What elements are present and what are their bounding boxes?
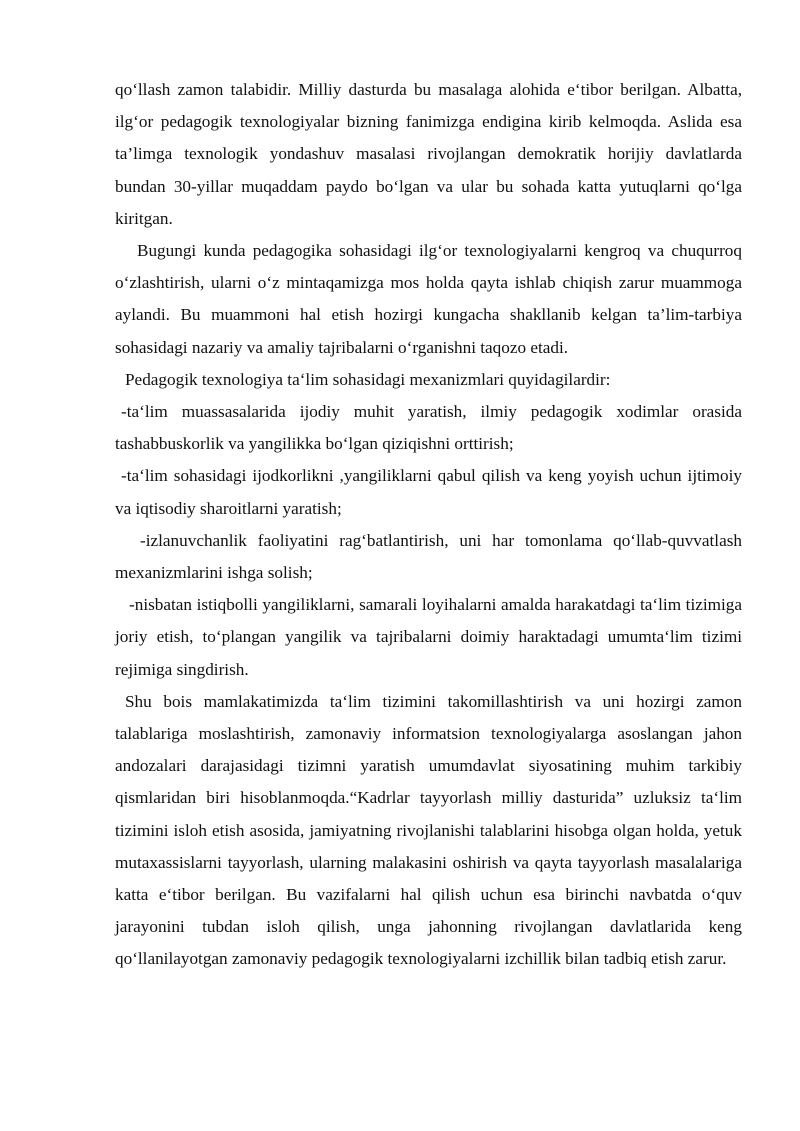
list-item-research-support: -izlanuvchanlik faoliyatini rag‘batlantirish, uni har tomonlama qo‘llab-quvvatlash mexanizmlarini ishga solish;: [115, 530, 742, 583]
paragraph-bugungi-kunda: Bugungi kunda pedagogika sohasidagi ilg‘or texnologiyalarni kengroq va chuqurroq o‘zlashtirish, ularni o‘z mintaqamizga mos holda qayta ishlab chiqish zarur muammoga aylandi. Bu muammoni hal etish hozirgi kungacha shakllanib kelgan ta’lim-tarbiya sohasidagi nazariy va amaliy tajribalarni o‘rganishni taqozo etadi.: [115, 241, 742, 357]
paragraph-conclusion: Shu bois mamlakatimizda ta‘lim tizimini takomillashtirish va uni hozirgi zamon talablariga moslashtirish, zamonaviy informatsion texnologiyalarga asoslangan jahon andozalari darajasidagi tizimni yaratish umumdavlat siyosatining muhim tarkibiy qismlaridan biri hisoblanmoqda.“Kadrlar tayyorlash milliy dasturida” uzluksiz ta‘lim tizimini isloh etish asosida, jamiyatning rivojlanishi talablarini hisobga olgan holda, yetuk mutaxassislarni tayyorlash, ularning malakasini oshirish va qayta tayyorlash masalalariga katta e‘tibor berilgan. Bu vazifalarni hal qilish uchun esa birinchi navbatda o‘quv jarayonini tubdan isloh qilish, unga jahonning rivojlangan davlatlarida keng qo‘llanilayotgan zamonaviy pedagogik texnologiyalarni izchillik bilan tadbiq etish zarur.: [115, 691, 742, 969]
paragraph-mechanisms-heading: Pedagogik texnologiya ta‘lim sohasidagi mexanizmlari quyidagilardir:: [125, 369, 611, 389]
list-item-creative-environment: -ta‘lim muassasalarida ijodiy muhit yaratish, ilmiy pedagogik xodimlar orasida tashabbuskorlik va yangilikka bo‘lgan qiziqishni orttirish;: [115, 402, 742, 454]
paragraph-intro: qo‘llash zamon talabidir. Milliy dasturda bu masalaga alohida e‘tibor berilgan. Albatta, ilg‘or pedagogik texnologiyalar bizning fanimizga endigina kirib kelmoqda. Aslida esa ta’limga texnologik yondashuv masalasi rivojlangan demokratik horijiy davlatlarda bundan 30-yillar muqaddam paydo bo‘lgan va ular bu sohada katta yutuqlarni qo‘lga kiritgan.: [115, 80, 742, 228]
document-page: [115, 74, 742, 976]
list-item-innovation-integration: -nisbatan istiqbolli yangiliklarni, samarali loyihalarni amalda harakatdagi ta‘lim tizimiga joriy etish, to‘plangan yangilik va tajribalarni doimiy haraktadagi umumta‘lim tizimi rejimiga singdirish.: [115, 595, 742, 679]
list-item-social-conditions: -ta‘lim sohasidagi ijodkorlikni ,yangiliklarni qabul qilish va keng yoyish uchun ijtimoiy va iqtisodiy sharoitlarni yaratish;: [115, 466, 742, 518]
